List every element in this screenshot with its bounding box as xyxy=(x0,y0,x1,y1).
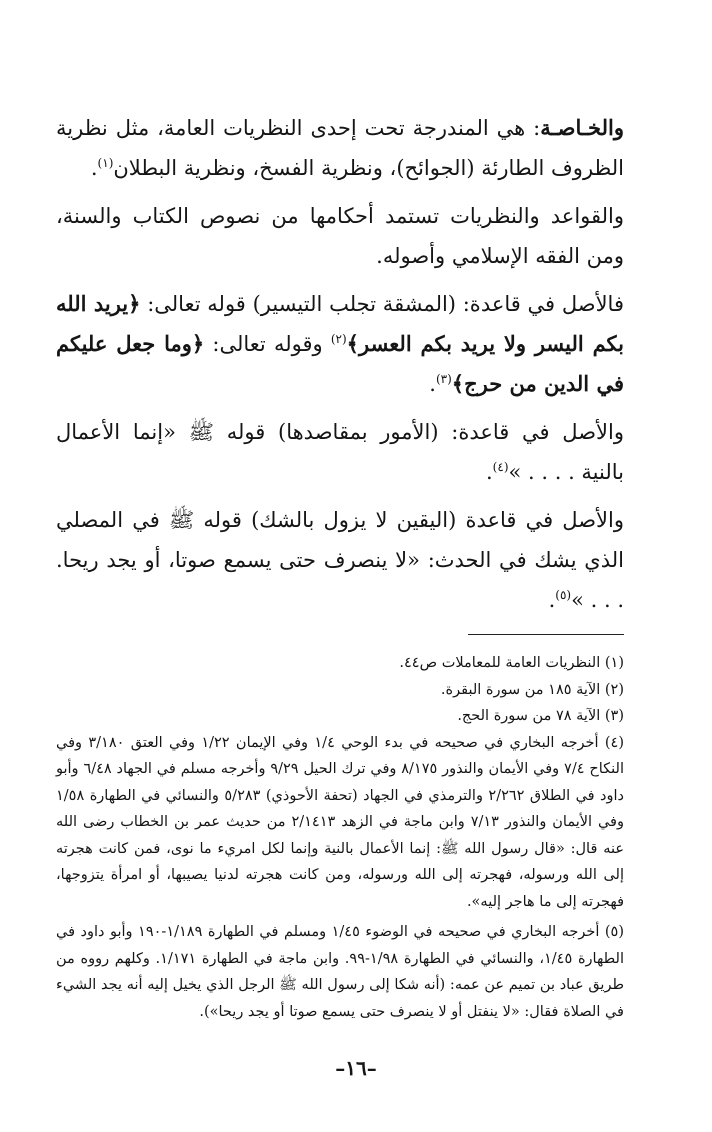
paragraph-hardship-rule xyxy=(56,284,624,404)
term-khassa: والخـاصـة xyxy=(540,115,624,140)
footnotes xyxy=(56,650,624,1025)
quran-verse-2: ﴿وما جعل عليكم في الدين من حرج﴾ xyxy=(56,331,624,396)
footnote-ref-3: (٣) xyxy=(435,372,452,386)
page-number: –١٦– xyxy=(335,1056,377,1080)
quran-verse-1: ﴿يريد الله بكم اليسر ولا يريد بكم العسر﴾ xyxy=(56,291,624,356)
footnote-5: (٥) أخرجه البخاري في صحيحه في الوضوء ١/٤٥ ومسلم في الطهارة ١/١٨٩-١٩٠ وأبو داود في الطهارة ١/٤٥، والنسائي في الطهارة ١/٩٨-٩٩. وابن ماجة في الطهارة ١/١٧١. وكلهم رووه من طريق عباد بن تميم عن عمه: (أنه شكا إلى رسول الله ﷺ الرجل الذي يخيل إليه أنه يجد الشيء في الصلاة فقال: «لا ينفتل أو لا ينصرف حتى يسمع صوتا أو يجد ريحا»). xyxy=(56,924,624,1020)
main-text xyxy=(56,108,624,628)
paragraph-text: والأصل في قاعدة: (الأمور بمقاصدها) قوله ﷺ «إنما الأعمال بالنية . . . . » xyxy=(56,420,624,484)
footnote-4: (٤) أخرجه البخاري في صحيحه في بدء الوحي ١/٤ وفي الإيمان ١/٢٢ وفي العتق ٣/١٨٠ وفي النكاح ٧/٤ وفي الأيمان والنذور ٨/١٧٥ وفي ترك الحيل ٩/٢٩ وأخرجه مسلم في الجهاد ٦/٤٨ وأبو داود في الطلاق ٢/٢٦٢ والترمذي في الجهاد (تحفة الأحوذي) ٥/٢٨٣ والنسائي في الطهارة ١/٥٨ وفي الأيمان والنذور ٧/١٣ وابن ماجة في الزهد ٢/١٤١٣ من حديث عمر بن الخطاب رضى الله عنه قال: «قال رسول الله ﷺ: إنما الأعمال بالنية وإنما لكل امريء ما نوى، فمن كانت هجرته إلى الله ورسوله، فهجرته إلى الله ورسوله، ومن كانت هجرته لدنيا يصيبها، أو امرأة يتزوجها، فهجرته إلى ما هاجر إليه». xyxy=(56,734,625,910)
footnote-1: (١) النظريات العامة للمعاملات ص٤٤. xyxy=(399,655,624,671)
footnote-ref-2: (٢) xyxy=(330,332,347,346)
paragraph-definition xyxy=(56,108,624,188)
footnote-3: (٣) الآية ٧٨ من سورة الحج. xyxy=(457,708,624,724)
paragraph-end: . xyxy=(429,372,436,396)
footnote-divider xyxy=(468,634,624,635)
footnote-ref-5: (٥) xyxy=(555,588,572,602)
footnote-ref-4: (٤) xyxy=(492,460,509,474)
footnote-ref-1: (١) xyxy=(97,156,114,170)
paragraph-text: : هي المندرجة تحت إحدى النظريات العامة، مثل نظرية الظروف الطارئة (الجوائح)، ونظرية الفسخ، ونظرية البطلان xyxy=(56,116,624,180)
paragraph-sources: والقواعد والنظريات تستمد أحكامها من نصوص الكتاب والسنة، ومن الفقه الإسلامي وأصوله. xyxy=(56,204,624,268)
paragraph-certainty-rule xyxy=(56,500,624,620)
paragraph-intentions-rule xyxy=(56,412,624,492)
footnote-2: (٢) الآية ١٨٥ من سورة البقرة. xyxy=(440,681,624,698)
paragraph-end: . xyxy=(485,460,493,484)
paragraph-end: . xyxy=(548,588,556,612)
paragraph-text: وقوله تعالى: xyxy=(212,332,323,356)
paragraph-text: فالأصل في قاعدة: (المشقة تجلب التيسير) قوله تعالى: xyxy=(147,292,624,316)
paragraph-end: . xyxy=(90,156,98,180)
paragraph-text: والأصل في قاعدة (اليقين لا يزول بالشك) قوله ﷺ في المصلي الذي يشك في الحدث: «لا ينصرف حتى يسمع صوتا، أو يجد ريحا. . . . » xyxy=(56,508,624,612)
